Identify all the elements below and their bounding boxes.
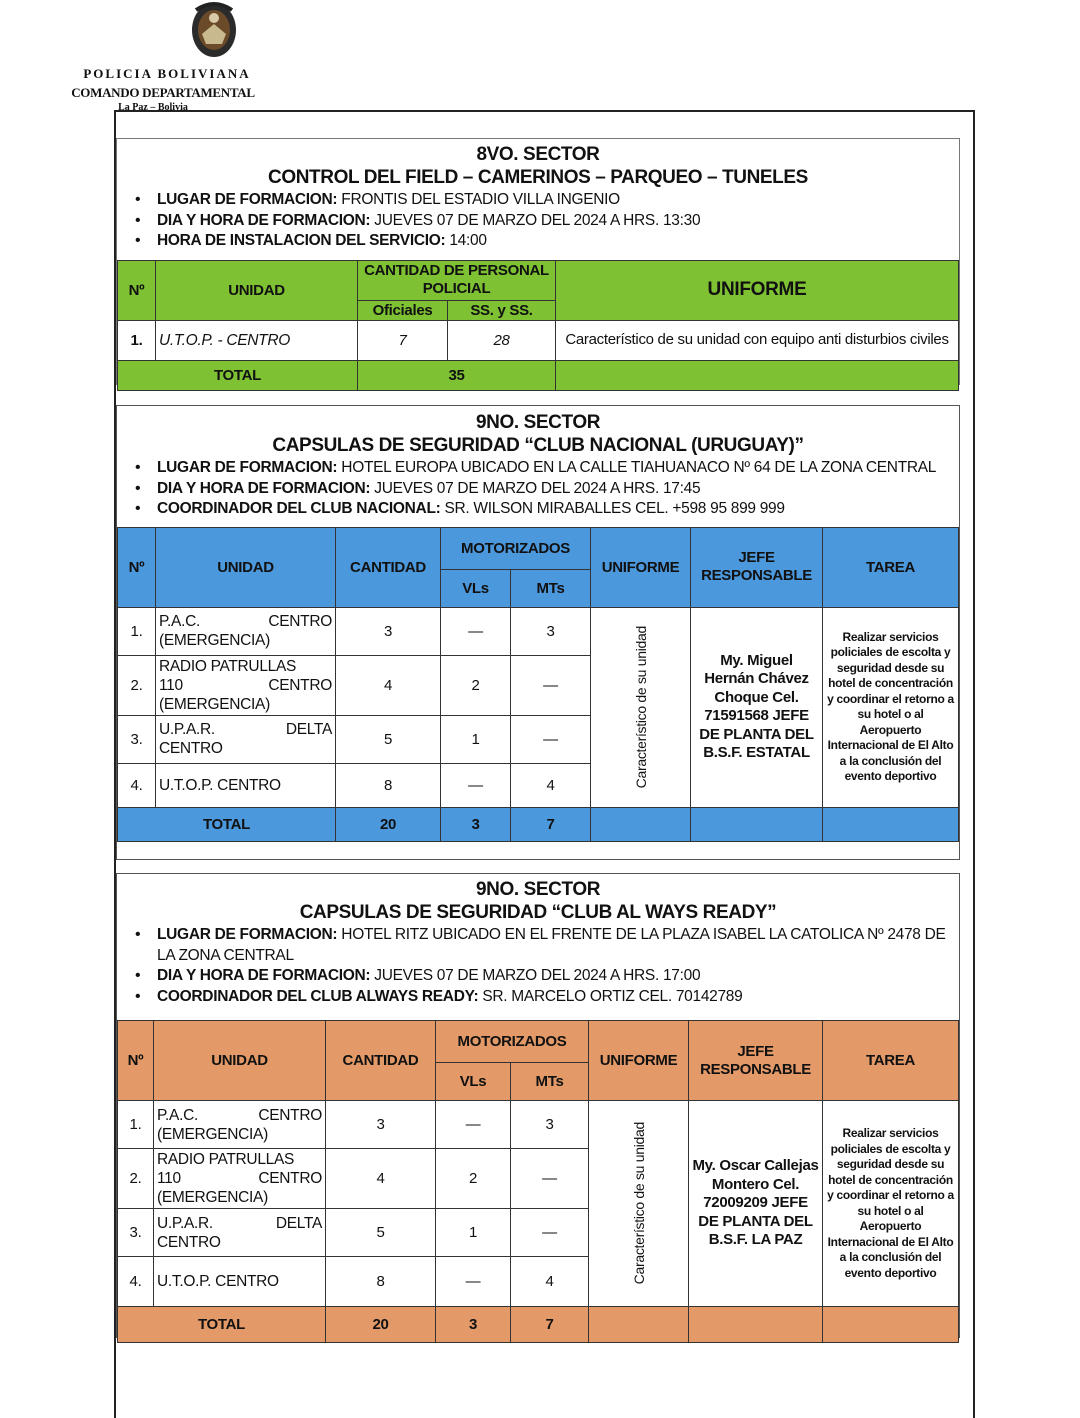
col-header-vls: VLs [436, 1063, 511, 1101]
org-name: POLICIA BOLIVIANA [83, 66, 251, 81]
table-row: 4. U.T.O.P. CENTRO 8 — 4 [118, 763, 959, 807]
table-row: 3. U.P.A.R. DELTA CENTRO 5 1 — [118, 715, 959, 763]
sector-8-details [117, 190, 959, 252]
sector-9-nacional-table [117, 527, 959, 842]
tarea-text: Realizar servicios policiales de escolta y seguridad desde su hotel de concentración y coordinar el retorno a su hotel o al Aeropuerto Internacional de El Alto a la conclusión del evento deportivo [823, 607, 959, 807]
total-value: 35 [358, 360, 556, 390]
col-header-jefe: JEFE RESPONSABLE [689, 1021, 823, 1101]
col-header-motorizados: MOTORIZADOS [441, 527, 591, 569]
letterhead [50, 0, 280, 112]
sector-9-nacional-details [117, 458, 959, 520]
col-header-tarea: TAREA [823, 527, 959, 607]
col-header-jefe: JEFE RESPONSABLE [691, 527, 823, 607]
table-row: 2. RADIO PATRULLAS 110 CENTRO (EMERGENCIA) 4 2 — [118, 1149, 959, 1209]
table-total-row [118, 360, 959, 390]
col-header-cantidad: CANTIDAD [326, 1021, 436, 1101]
sector-9-always-ready-table [117, 1020, 959, 1343]
total-label: TOTAL [118, 807, 336, 841]
col-header-unidad: UNIDAD [156, 527, 336, 607]
sector-9-always-ready-title: 9NO. SECTOR [475, 879, 601, 900]
col-header-motorizados: MOTORIZADOS [436, 1021, 589, 1063]
table-row [118, 320, 959, 360]
table-header [118, 1021, 959, 1063]
col-header-uniforme: UNIFORME [556, 260, 959, 320]
col-header-mts: MTs [511, 1063, 589, 1101]
table-row: 1. P.A.C. CENTRO (EMERGENCIA) 3 — 3 Característico de su unidad My. Oscar Callejas Montero Cel. 72009209 JEFE DE PLANTA DEL B.S.F. LA PAZ Realizar servicios policiales de escolta y seguridad desde su hotel de concentración y coordinar el retorno a su hotel o al Aeropuerto Internacional de El Alto a la conclusión del evento deportivo [118, 1101, 959, 1149]
table-row: 3. U.P.A.R. DELTA CENTRO 5 1 — [118, 1209, 959, 1257]
col-header-mts: MTs [511, 569, 591, 607]
col-header-ss: SS. y SS. [448, 300, 556, 320]
table-header [118, 260, 959, 300]
table-row: 4. U.T.O.P. CENTRO 8 — 4 [118, 1257, 959, 1307]
row-uniforme: Característico de su unidad con equipo anti disturbios civiles [556, 320, 959, 360]
row-oficiales: 7 [358, 320, 448, 360]
table-total-row [118, 1307, 959, 1343]
sector-8-table [117, 260, 959, 391]
total-cantidad: 20 [326, 1307, 436, 1343]
list-item: • LUGAR DE FORMACION: HOTEL EUROPA UBICADO EN LA CALLE TIAHUANACO Nº 64 DE LA ZONA CENTRAL [131, 458, 959, 479]
total-cantidad: 20 [336, 807, 441, 841]
list-item: • LUGAR DE FORMACION: FRONTIS DEL ESTADIO VILLA INGENIO [131, 190, 959, 211]
col-header-unidad: UNIDAD [156, 260, 358, 320]
col-header-uniforme: UNIFORME [589, 1021, 689, 1101]
jefe-responsable: My. Oscar Callejas Montero Cel. 72009209 JEFE DE PLANTA DEL B.S.F. LA PAZ [689, 1101, 823, 1307]
col-header-uniforme: UNIFORME [591, 527, 691, 607]
col-header-cantidad: CANTIDAD DE PERSONAL POLICIAL [358, 260, 556, 300]
total-vls: 3 [436, 1307, 511, 1343]
row-unidad: U.T.O.P. - CENTRO [156, 320, 358, 360]
sector-8-subtitle: CONTROL DEL FIELD – CAMERINOS – PARQUEO – TUNELES [268, 167, 808, 188]
total-vls: 3 [441, 807, 511, 841]
tarea-text: Realizar servicios policiales de escolta y seguridad desde su hotel de concentración y coordinar el retorno a su hotel o al Aeropuerto Internacional de El Alto a la conclusión del evento deportivo [823, 1101, 959, 1307]
sector-8-title: 8VO. SECTOR [476, 144, 600, 165]
list-item: • DIA Y HORA DE FORMACION: JUEVES 07 DE MARZO DEL 2024 A HRS. 17:45 [131, 479, 959, 500]
sector-9-always-ready-section [116, 873, 960, 1338]
sector-8-section [116, 138, 960, 385]
list-item: • HORA DE INSTALACION DEL SERVICIO: 14:00 [131, 231, 959, 252]
sector-9-nacional-section [116, 405, 960, 860]
sector-9-always-ready-details [117, 925, 959, 1007]
col-header-vls: VLs [441, 569, 511, 607]
table-header [118, 527, 959, 569]
sector-9-nacional-subtitle: CAPSULAS DE SEGURIDAD “CLUB NACIONAL (URUGUAY)” [272, 435, 804, 456]
uniforme-text: Característico de su unidad [632, 625, 649, 789]
table-total-row [118, 807, 959, 841]
row-no: 1. [118, 320, 156, 360]
uniforme-text: Característico de su unidad [630, 1122, 647, 1285]
col-header-cantidad: CANTIDAD [336, 527, 441, 607]
total-mts: 7 [511, 1307, 589, 1343]
row-ss: 28 [448, 320, 556, 360]
police-seal-emblem [182, 0, 246, 62]
table-row: 1. P.A.C. CENTRO (EMERGENCIA) 3 — 3 Característico de su unidad My. Miguel Hernán Chávez Choque Cel. 71591568 JEFE DE PLANTA DEL B.S.F. ESTATAL Realizar servicios policiales de escolta y seguridad desde su hotel de concentración y coordinar el retorno a su hotel o al Aeropuerto Internacional de El Alto a la conclusión del evento deportivo [118, 607, 959, 655]
col-header-no: Nº [118, 527, 156, 607]
col-header-no: Nº [118, 1021, 154, 1101]
col-header-oficiales: Oficiales [358, 300, 448, 320]
list-item: • COORDINADOR DEL CLUB NACIONAL: SR. WILSON MIRABALLES CEL. +598 95 899 999 [131, 499, 959, 520]
list-item: • DIA Y HORA DE FORMACION: JUEVES 07 DE MARZO DEL 2024 A HRS. 17:00 [131, 966, 959, 987]
org-location: La Paz – Bolivia [118, 102, 188, 113]
org-department: COMANDO DEPARTAMENTAL [71, 85, 255, 100]
list-item: • DIA Y HORA DE FORMACION: JUEVES 07 DE MARZO DEL 2024 A HRS. 13:30 [131, 211, 959, 232]
col-header-unidad: UNIDAD [154, 1021, 326, 1101]
col-header-tarea: TAREA [823, 1021, 959, 1101]
sector-9-always-ready-subtitle: CAPSULAS DE SEGURIDAD “CLUB AL WAYS READY” [299, 902, 777, 923]
table-row: 2. RADIO PATRULLAS 110 CENTRO (EMERGENCIA) 4 2 — [118, 655, 959, 715]
col-header-no: Nº [118, 260, 156, 320]
sector-9-nacional-title: 9NO. SECTOR [475, 412, 601, 433]
list-item: • COORDINADOR DEL CLUB ALWAYS READY: SR. MARCELO ORTIZ CEL. 70142789 [131, 987, 959, 1008]
jefe-responsable: My. Miguel Hernán Chávez Choque Cel. 71591568 JEFE DE PLANTA DEL B.S.F. ESTATAL [691, 607, 823, 807]
total-label: TOTAL [118, 360, 358, 390]
list-item: • LUGAR DE FORMACION: HOTEL RITZ UBICADO EN EL FRENTE DE LA PLAZA ISABEL LA CATOLICA Nº 2478 DE LA ZONA CENTRAL [131, 925, 959, 966]
total-label: TOTAL [118, 1307, 326, 1343]
total-mts: 7 [511, 807, 591, 841]
